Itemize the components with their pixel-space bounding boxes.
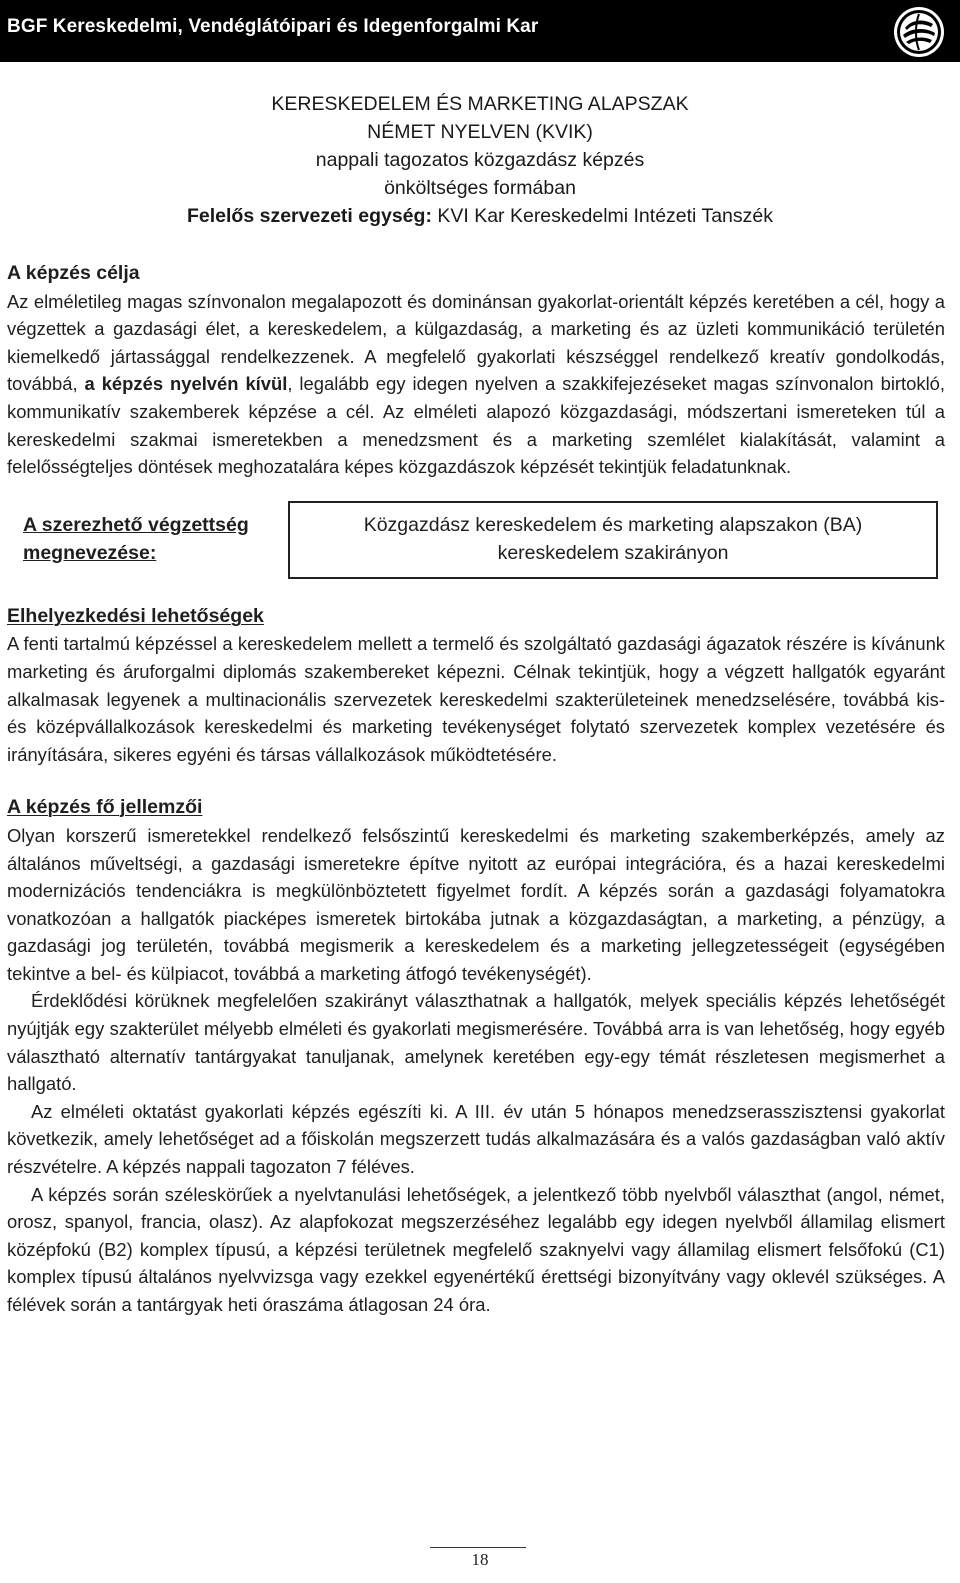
programme-mode: nappali tagozatos közgazdász képzés: [315, 149, 645, 171]
aim-heading: A képzés célja: [7, 262, 140, 284]
jobs-paragraph: A fenti tartalmú képzéssel a kereskedelem mellett a termelő és szolgáltató gazdasági ágazatok részére is kívánunk marketing és áruforgalmi diplomás szakembereket képezni. Célnak tekintjük, hogy a végzett hallgatók egyaránt alkalmasak legyenek a multinacionális szervezetek kereskedelmi szakterületeinek menedzselésére, továbbá kis- és középvállalkozások kereskedelmi és marketing tevékenységet folytató szervezetek komplex vezetésére és irányítására, sikeres egyéni és társas vállalkozások működtetésére.: [7, 633, 945, 765]
features-paragraph-4: A képzés során széleskörűek a nyelvtanulási lehetőségek, a jelentkező több nyelvből választhat (angol, német, orosz, spanyol, francia, olasz). Az alapfokozat megszerzéséhez legalább egy idegen nyelvből államilag elismert középfokú (B2) komplex típusú, a képzési területnek megfelelő szaknyelvi vagy államilag elismert felsőfokú (C1) komplex típusú általános nyelvvizsga vagy ezekkel egyenértékű érettségi bizonyítvány vagy oklevél szükséges. A félévek során a tantárgyak heti óraszáma átlagosan 24 óra.: [7, 1183, 945, 1315]
features-heading: A képzés fő jellemzői: [7, 796, 203, 819]
page-header: [0, 0, 960, 62]
degree-name-line1: Közgazdász kereskedelem és marketing alapszakon (BA): [363, 513, 863, 536]
globe-logo-icon: [893, 6, 945, 58]
aim-text-part2: , legalább egy idegen nyelven a szakkifejezéseket magas színvonalon birtokló, kommunikatív szakemberek képzése a cél. Az elméleti alapozó közgazdasági, módszertani ismereteken túl a kereskedelmi szakmai ismeretekben a menedzsment és a marketing szemlélet kialakítását, valamint a felelősségteljes döntések meghozatalára képes közgazdászok képzését tekintjük feladatunknak.: [7, 373, 945, 478]
aim-paragraph: [7, 288, 945, 481]
page-number: 18: [471, 1550, 489, 1569]
header-title: BGF Kereskedelmi, Vendéglátóipari és Idegenforgalmi Kar: [7, 16, 539, 37]
programme-title-block: [20, 90, 940, 230]
degree-section: [7, 499, 945, 603]
footer-rule: [430, 1547, 526, 1548]
degree-label: [23, 511, 293, 567]
responsible-unit-label: Felelős szervezeti egység:: [186, 205, 432, 227]
degree-name-line2: kereskedelem szakirányon: [497, 541, 729, 564]
features-paragraph-1: Olyan korszerű ismeretekkel rendelkező felsőszintű kereskedelmi és marketing szakemberképzés, amely az általános műveltségi, a gazdasági ismeretekre építve nyitott az európai integrációra, és a hazai kereskedelmi modernizációs tendenciákra is megkülönböztetett figyelmet fordít. A képzés során a gazdasági folyamatokra vonatkozóan a hallgatók piacképes ismeretek birtokába jutnak a közgazdaságtan, a marketing, a pénzügy, a gazdasági jog területén, továbbá megismerik a kereskedelem és a marketing jellegzetességeit (egységében tekintve a bel- és külpiacot, továbbá a marketing átfogó tevékenységét).: [7, 824, 945, 984]
jobs-heading: Elhelyezkedési lehetőségek: [7, 604, 264, 627]
programme-financing: önköltséges formában: [384, 177, 576, 199]
programme-language: NÉMET NYELVEN (KVIK): [367, 121, 593, 143]
degree-name-box: [288, 501, 938, 579]
programme-title: KERESKEDELEM ÉS MARKETING ALAPSZAK: [271, 93, 689, 115]
responsible-unit-value: KVI Kar Kereskedelmi Intézeti Tanszék: [431, 205, 773, 227]
document-body: [7, 260, 945, 1319]
responsible-unit: [20, 202, 940, 230]
aim-text-part1: Az elméletileg magas színvonalon megalapozott és dominánsan gyakorlat-orientált képzés keretében a cél, hogy a végzettek a gazdasági élet, a kereskedelem, a külgazdaság, a marketing és az üzleti kommunikáció területén kiemelkedő jártassággal rendelkezzenek. A megfelelő gyakorlati készséggel rendelkező kreatív gondolkodás, továbbá,: [7, 290, 945, 395]
features-paragraph-3: Az elméleti oktatást gyakorlati képzés egészíti ki. A III. év után 5 hónapos menedzserasszisztensi gyakorlat következik, amely lehetőséget ad a főiskolán megszerzett tudás alkalmazására és a valós gazdaságban való aktív részvételre. A képzés nappali tagozaton 7 féléves.: [7, 1100, 945, 1178]
degree-label-line1: A szerezhető végzettség: [23, 513, 249, 536]
aim-text-emphasis: a képzés nyelvén kívül: [84, 373, 288, 395]
features-paragraph-2: Érdeklődési körüknek megfelelően szakirányt választhatnak a hallgatók, melyek speciális képzés lehetőségét nyújtják egy szakterület mélyebb elméleti és gyakorlati megismerésére. Továbbá arra is van lehetőség, hogy egyéb választható alternatív tantárgyakat tanuljanak, amelynek keretében egy-egy témát részletesen megismerhet a hallgató.: [7, 990, 945, 1095]
degree-label-line2: megnevezése:: [23, 541, 157, 564]
